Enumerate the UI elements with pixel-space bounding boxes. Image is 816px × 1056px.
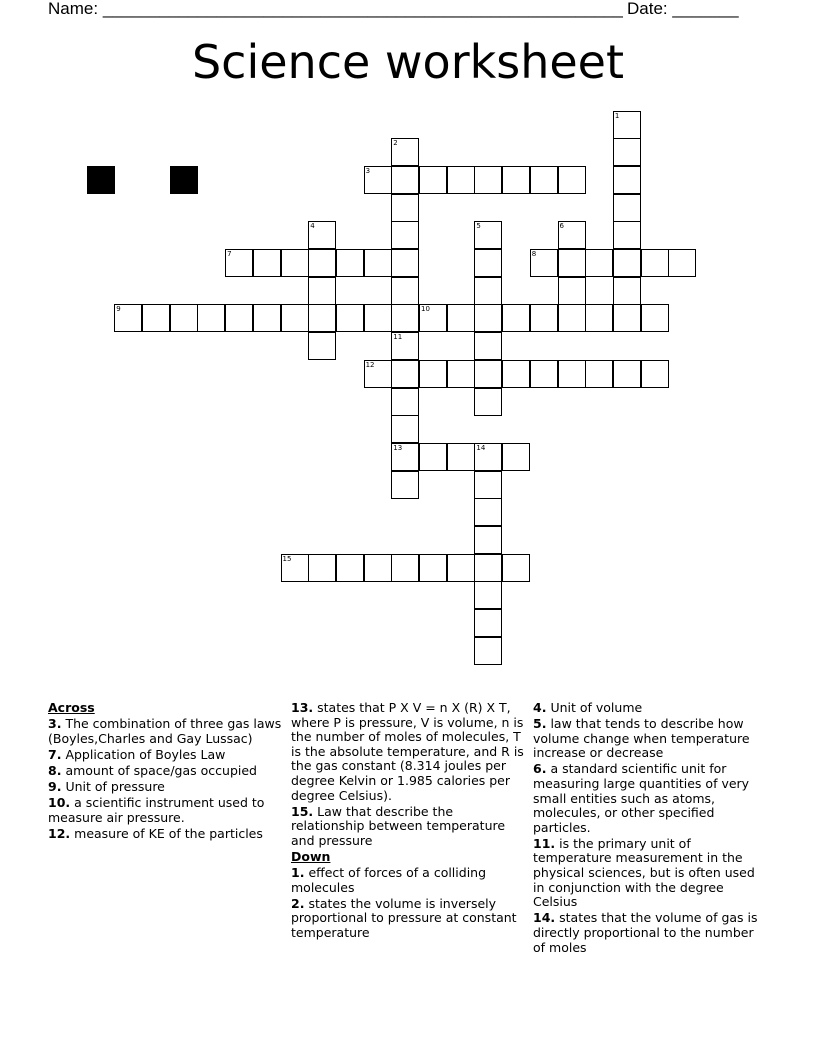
cell-number: 4 [310,222,315,231]
grid-cell[interactable] [419,443,447,471]
grid-cell[interactable] [142,304,170,332]
grid-cell[interactable] [585,249,613,277]
down-heading: Down [291,848,331,864]
grid-cell[interactable] [641,304,669,332]
down-clue-11 [533,837,769,910]
cell-number: 13 [393,443,403,452]
grid-cell[interactable] [530,166,558,194]
grid-cell[interactable] [530,249,558,277]
grid-cell[interactable] [419,360,447,388]
clue-text: Unit of volume [550,700,643,715]
grid-cell[interactable] [613,111,641,139]
grid-cell[interactable] [391,277,419,305]
grid-cell[interactable] [641,249,669,277]
clue-text: Application of Boyles Law [65,746,226,762]
blocked-cell [87,166,115,194]
across-clue-8 [48,764,284,779]
grid-cell[interactable] [474,388,502,416]
grid-cell[interactable] [474,443,502,471]
down-clue-14 [533,911,769,955]
grid-cell[interactable] [474,526,502,554]
clue-number: 8. [48,762,62,778]
grid-cell[interactable] [391,443,419,471]
grid-cell[interactable] [641,360,669,388]
clue-number: 11. [533,835,556,851]
grid-cell[interactable] [225,304,253,332]
clue-number: 3. [48,716,62,732]
grid-cell[interactable] [197,304,225,332]
down-clue-2 [291,897,525,941]
grid-cell[interactable] [253,304,281,332]
grid-cell[interactable] [668,249,696,277]
grid-cell[interactable] [558,166,586,194]
grid-cell[interactable] [336,304,364,332]
grid-cell[interactable] [447,304,475,332]
grid-cell[interactable] [530,360,558,388]
across-clue-12 [48,827,284,842]
clue-number: 15. [291,803,314,819]
grid-cell[interactable] [474,498,502,526]
grid-cell[interactable] [281,249,309,277]
down-clue-4 [533,701,769,716]
clue-text: amount of space/gas occupied [65,762,257,778]
grid-cell[interactable] [308,277,336,305]
clue-number: 14. [533,910,556,926]
grid-cell[interactable] [391,415,419,443]
grid-cell[interactable] [308,221,336,249]
grid-cell[interactable] [308,304,336,332]
grid-cell[interactable] [308,332,336,360]
across-heading: Across [48,700,95,715]
grid-cell[interactable] [502,443,530,471]
grid-cell[interactable] [502,554,530,582]
grid-cell[interactable] [558,221,586,249]
grid-cell[interactable] [558,277,586,305]
grid-cell[interactable] [474,249,502,277]
across-clue-7 [48,748,284,763]
grid-cell[interactable] [613,194,641,222]
grid-cell[interactable] [447,360,475,388]
grid-cell[interactable] [613,221,641,249]
grid-cell[interactable] [391,138,419,166]
grid-cell[interactable] [114,304,142,332]
across-clue-15 [291,805,525,849]
clue-text: Law that describe the relationship between temperature and pressure [291,803,506,848]
cell-number: 1 [614,111,620,120]
date-label: Date: [627,0,668,18]
cell-number: 3 [365,166,371,175]
grid-cell[interactable] [474,471,502,499]
clues-column-3 [533,701,769,957]
grid-cell[interactable] [391,194,419,222]
grid-cell[interactable] [225,249,253,277]
grid-cell[interactable] [474,581,502,609]
clue-text: effect of forces of a colliding molecules [291,865,487,895]
cell-number: 8 [531,250,537,258]
grid-cell[interactable] [447,554,475,582]
grid-cell[interactable] [502,304,530,332]
grid-cell[interactable] [336,554,364,582]
grid-cell[interactable] [474,332,502,360]
grid-cell[interactable] [613,304,641,332]
name-label: Name: [48,0,99,18]
grid-cell[interactable] [474,609,502,637]
grid-cell[interactable] [502,166,530,194]
grid-cell[interactable] [613,166,641,194]
grid-cell[interactable] [613,249,641,277]
grid-cell[interactable] [474,360,502,388]
grid-cell[interactable] [447,443,475,471]
grid-cell[interactable] [419,554,447,582]
grid-cell[interactable] [336,249,364,277]
grid-cell[interactable] [474,277,502,305]
grid-cell[interactable] [474,166,502,194]
down-clue-5 [533,717,769,761]
grid-cell[interactable] [502,360,530,388]
clue-number: 12. [48,825,71,841]
clue-number: 10. [48,795,71,811]
grid-cell[interactable] [447,166,475,194]
grid-cell[interactable] [613,360,641,388]
clues-column-2 [291,701,525,942]
cell-number: 7 [227,250,232,258]
cell-number: 15 [282,554,292,563]
cell-number: 6 [559,222,564,231]
grid-cell[interactable] [170,304,198,332]
across-clue-10 [48,796,284,825]
down-clue-6 [533,762,769,835]
grid-cell[interactable] [419,166,447,194]
grid-cell[interactable] [364,360,392,388]
clue-number: 7. [48,746,62,762]
grid-cell[interactable] [391,360,419,388]
grid-cell[interactable] [558,249,586,277]
grid-cell[interactable] [281,554,309,582]
clues-column-1 [48,701,284,843]
across-clue-13 [291,701,525,803]
grid-cell[interactable] [558,304,586,332]
clue-text: law that tends to describe how volume change when temperature increase or decrease [533,716,750,761]
grid-cell[interactable] [474,554,502,582]
blocked-cell [170,166,198,194]
grid-cell[interactable] [558,360,586,388]
grid-cell[interactable] [281,304,309,332]
clue-text: a scientific instrument used to measure air pressure. [48,795,265,825]
grid-cell[interactable] [391,166,419,194]
worksheet-title: Science worksheet [191,35,624,89]
grid-cell[interactable] [419,304,447,332]
grid-cell[interactable] [308,249,336,277]
grid-cell[interactable] [585,304,613,332]
grid-cell[interactable] [391,249,419,277]
grid-cell[interactable] [530,304,558,332]
grid-cell[interactable] [474,637,502,665]
grid-cell[interactable] [391,332,419,360]
clue-number: 6. [533,761,547,777]
clue-number: 1. [291,865,305,881]
grid-cell[interactable] [308,554,336,582]
cell-number: 2 [393,139,398,148]
clue-text: The combination of three gas laws (Boyles,Charles and Gay Lussac) [48,716,282,746]
clue-text: measure of KE of the particles [74,825,263,841]
grid-cell[interactable] [364,166,392,194]
grid-cell[interactable] [474,221,502,249]
clue-text: states that the volume of gas is directly proportional to the number of moles [533,910,758,955]
grid-cell[interactable] [613,138,641,166]
grid-cell[interactable] [391,304,419,332]
clue-number: 4. [533,700,547,715]
grid-cell[interactable] [613,277,641,305]
grid-cell[interactable] [364,304,392,332]
date-line[interactable]: _______ [672,0,739,18]
clue-text: a standard scientific unit for measuring large quantities of very small entities such as atoms, molecules, or other specified particles. [533,761,750,835]
grid-cell[interactable] [364,554,392,582]
grid-cell[interactable] [391,388,419,416]
cell-number: 12 [365,360,375,369]
clue-number: 9. [48,778,62,794]
clue-number: 5. [533,716,547,732]
cell-number: 5 [476,222,481,231]
cell-number: 11 [393,333,403,342]
clue-text: states the volume is inversely proportional to pressure at constant temperature [291,895,517,940]
grid-cell[interactable] [391,554,419,582]
grid-cell[interactable] [391,221,419,249]
grid-cell[interactable] [474,304,502,332]
clue-text: Unit of pressure [65,778,165,794]
grid-cell[interactable] [364,249,392,277]
clue-number: 2. [291,895,305,911]
grid-cell[interactable] [253,249,281,277]
grid-cell[interactable] [585,360,613,388]
cell-number: 14 [476,443,486,452]
cell-number: 9 [116,305,121,314]
clue-text: states that P X V = n X (R) X T, where P is pressure, V is volume, n is the number of moles of molecules, T is the absolute temperature, and R is the gas constant (8.314 joules per degree Kelvin or 1.985 calories per degree Celsius). [291,700,524,803]
grid-cell[interactable] [391,471,419,499]
across-clue-9 [48,780,284,795]
across-clue-3 [48,717,284,746]
clue-number: 13. [291,700,314,715]
name-line[interactable]: _______________________________________________________ [102,0,623,18]
cell-number: 10 [421,305,430,314]
down-clue-1 [291,866,525,895]
clue-text: is the primary unit of temperature measurement in the physical sciences, but is often used in conjunction with the degree Celsius [533,835,755,910]
